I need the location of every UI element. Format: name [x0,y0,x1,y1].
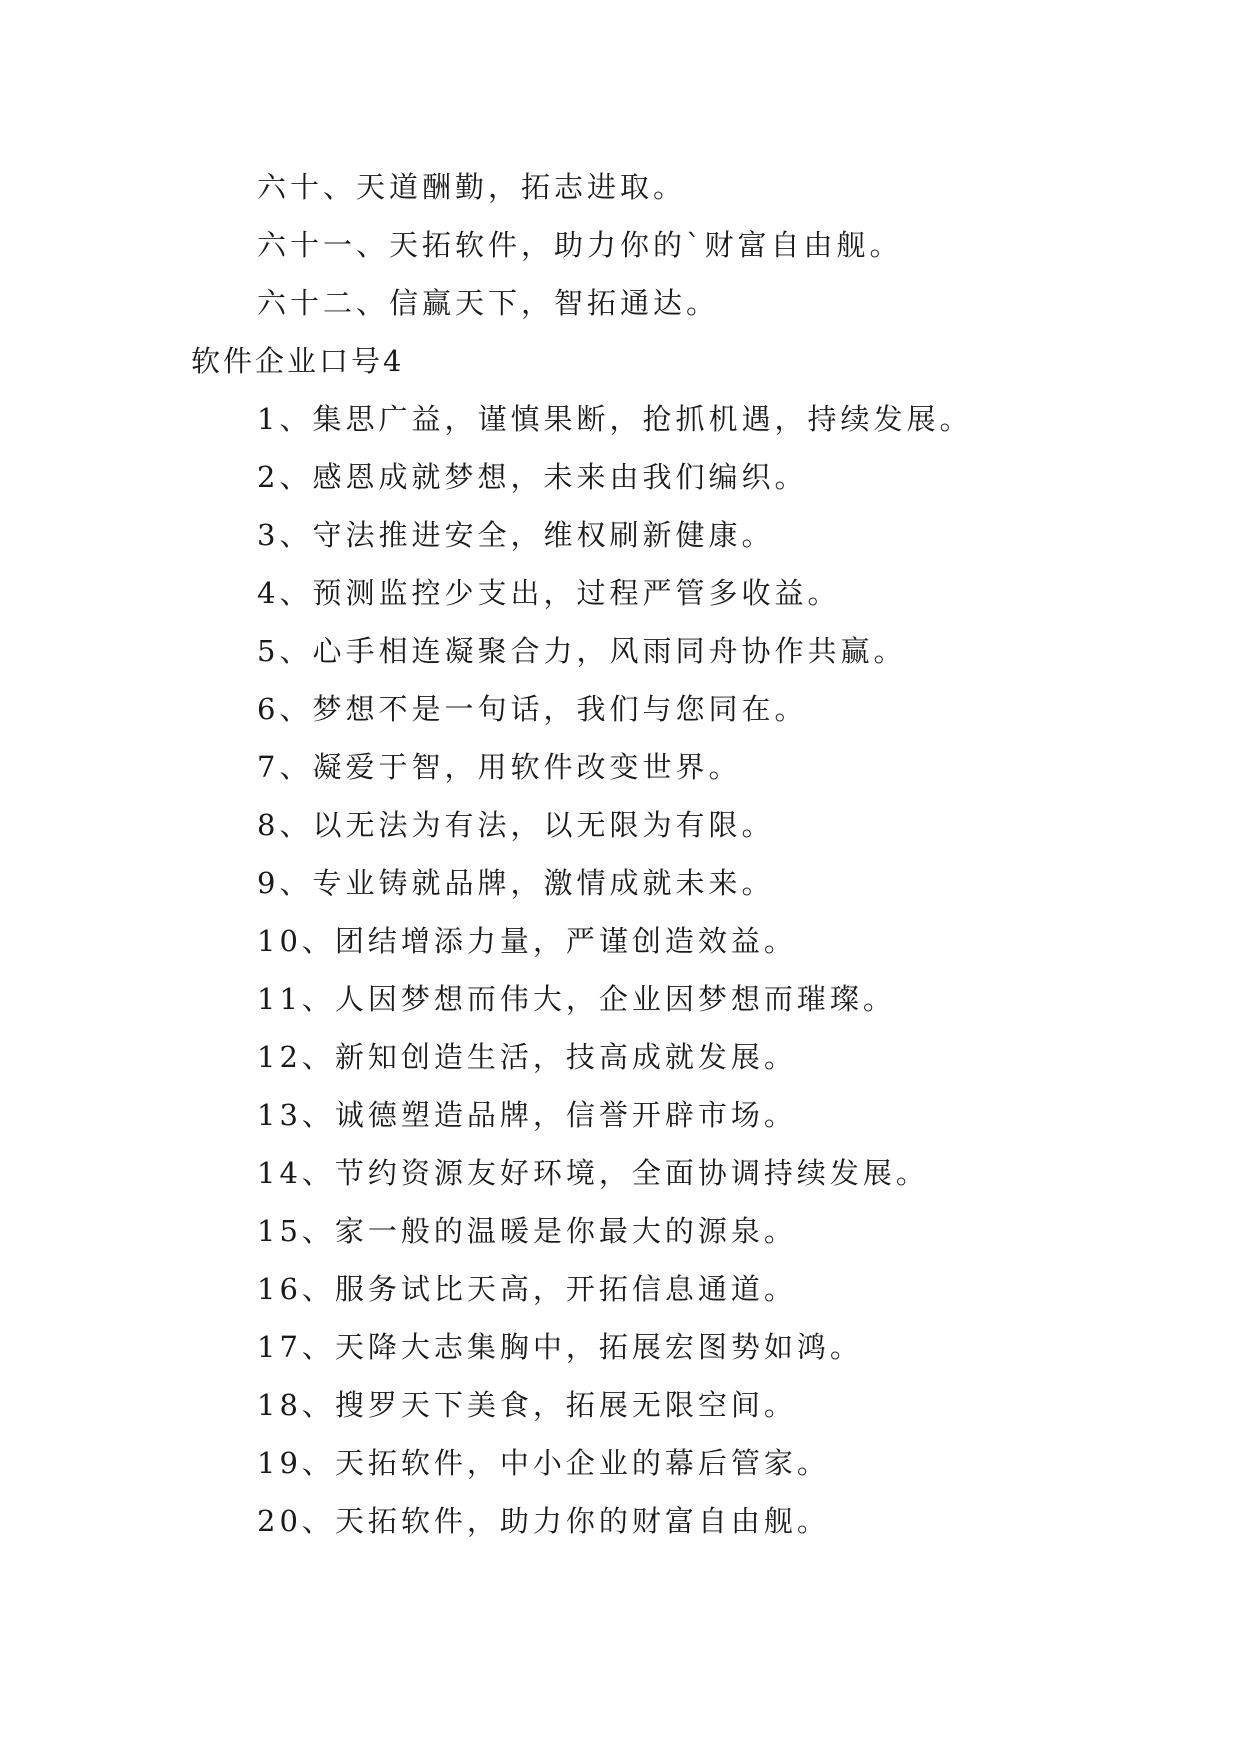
text-line: 六十、天道酬勤，拓志进取。 [257,170,687,204]
list-item: 5、心手相连凝聚合力，风雨同舟协作共赢。 [257,634,907,668]
list-item: 4、预测监控少支出，过程严管多收益。 [257,576,841,610]
list-item: 9、专业铸就品牌，激情成就未来。 [257,866,775,900]
list-item: 8、以无法为有法，以无限为有限。 [257,808,775,842]
list-item: 13、诚德塑造品牌，信誉开辟市场。 [257,1098,797,1132]
list-item: 20、天拓软件，助力你的财富自由舰。 [257,1504,830,1538]
text-line: 六十一、天拓软件，助力你的`财富自由舰。 [257,228,903,262]
list-item: 17、天降大志集胸中，拓展宏图势如鸿。 [257,1330,863,1364]
list-item: 18、搜罗天下美食，拓展无限空间。 [257,1388,797,1422]
list-item: 10、团结增添力量，严谨创造效益。 [257,924,797,958]
list-item: 7、凝爱于智，用软件改变世界。 [257,750,742,784]
list-item: 2、感恩成就梦想，未来由我们编织。 [257,460,808,494]
top-lines [0,158,1241,332]
list-item: 6、梦想不是一句话，我们与您同在。 [257,692,808,726]
slogan-list [0,390,1241,1550]
list-item: 3、守法推进安全，维权刷新健康。 [257,518,775,552]
list-item: 16、服务试比天高，开拓信息通道。 [257,1272,797,1306]
section [0,332,1241,390]
list-item: 1、集思广益，谨慎果断，抢抓机遇，持续发展。 [257,402,973,436]
list-item: 19、天拓软件，中小企业的幕后管家。 [257,1446,830,1480]
list-item: 15、家一般的温暖是你最大的源泉。 [257,1214,797,1248]
section-heading: 软件企业口号4 [191,344,405,378]
list-item: 12、新知创造生活，技高成就发展。 [257,1040,797,1074]
list-item: 14、节约资源友好环境，全面协调持续发展。 [257,1156,929,1190]
list-item: 11、人因梦想而伟大，企业因梦想而璀璨。 [257,982,896,1016]
text-line: 六十二、信赢天下，智拓通达。 [257,286,720,320]
